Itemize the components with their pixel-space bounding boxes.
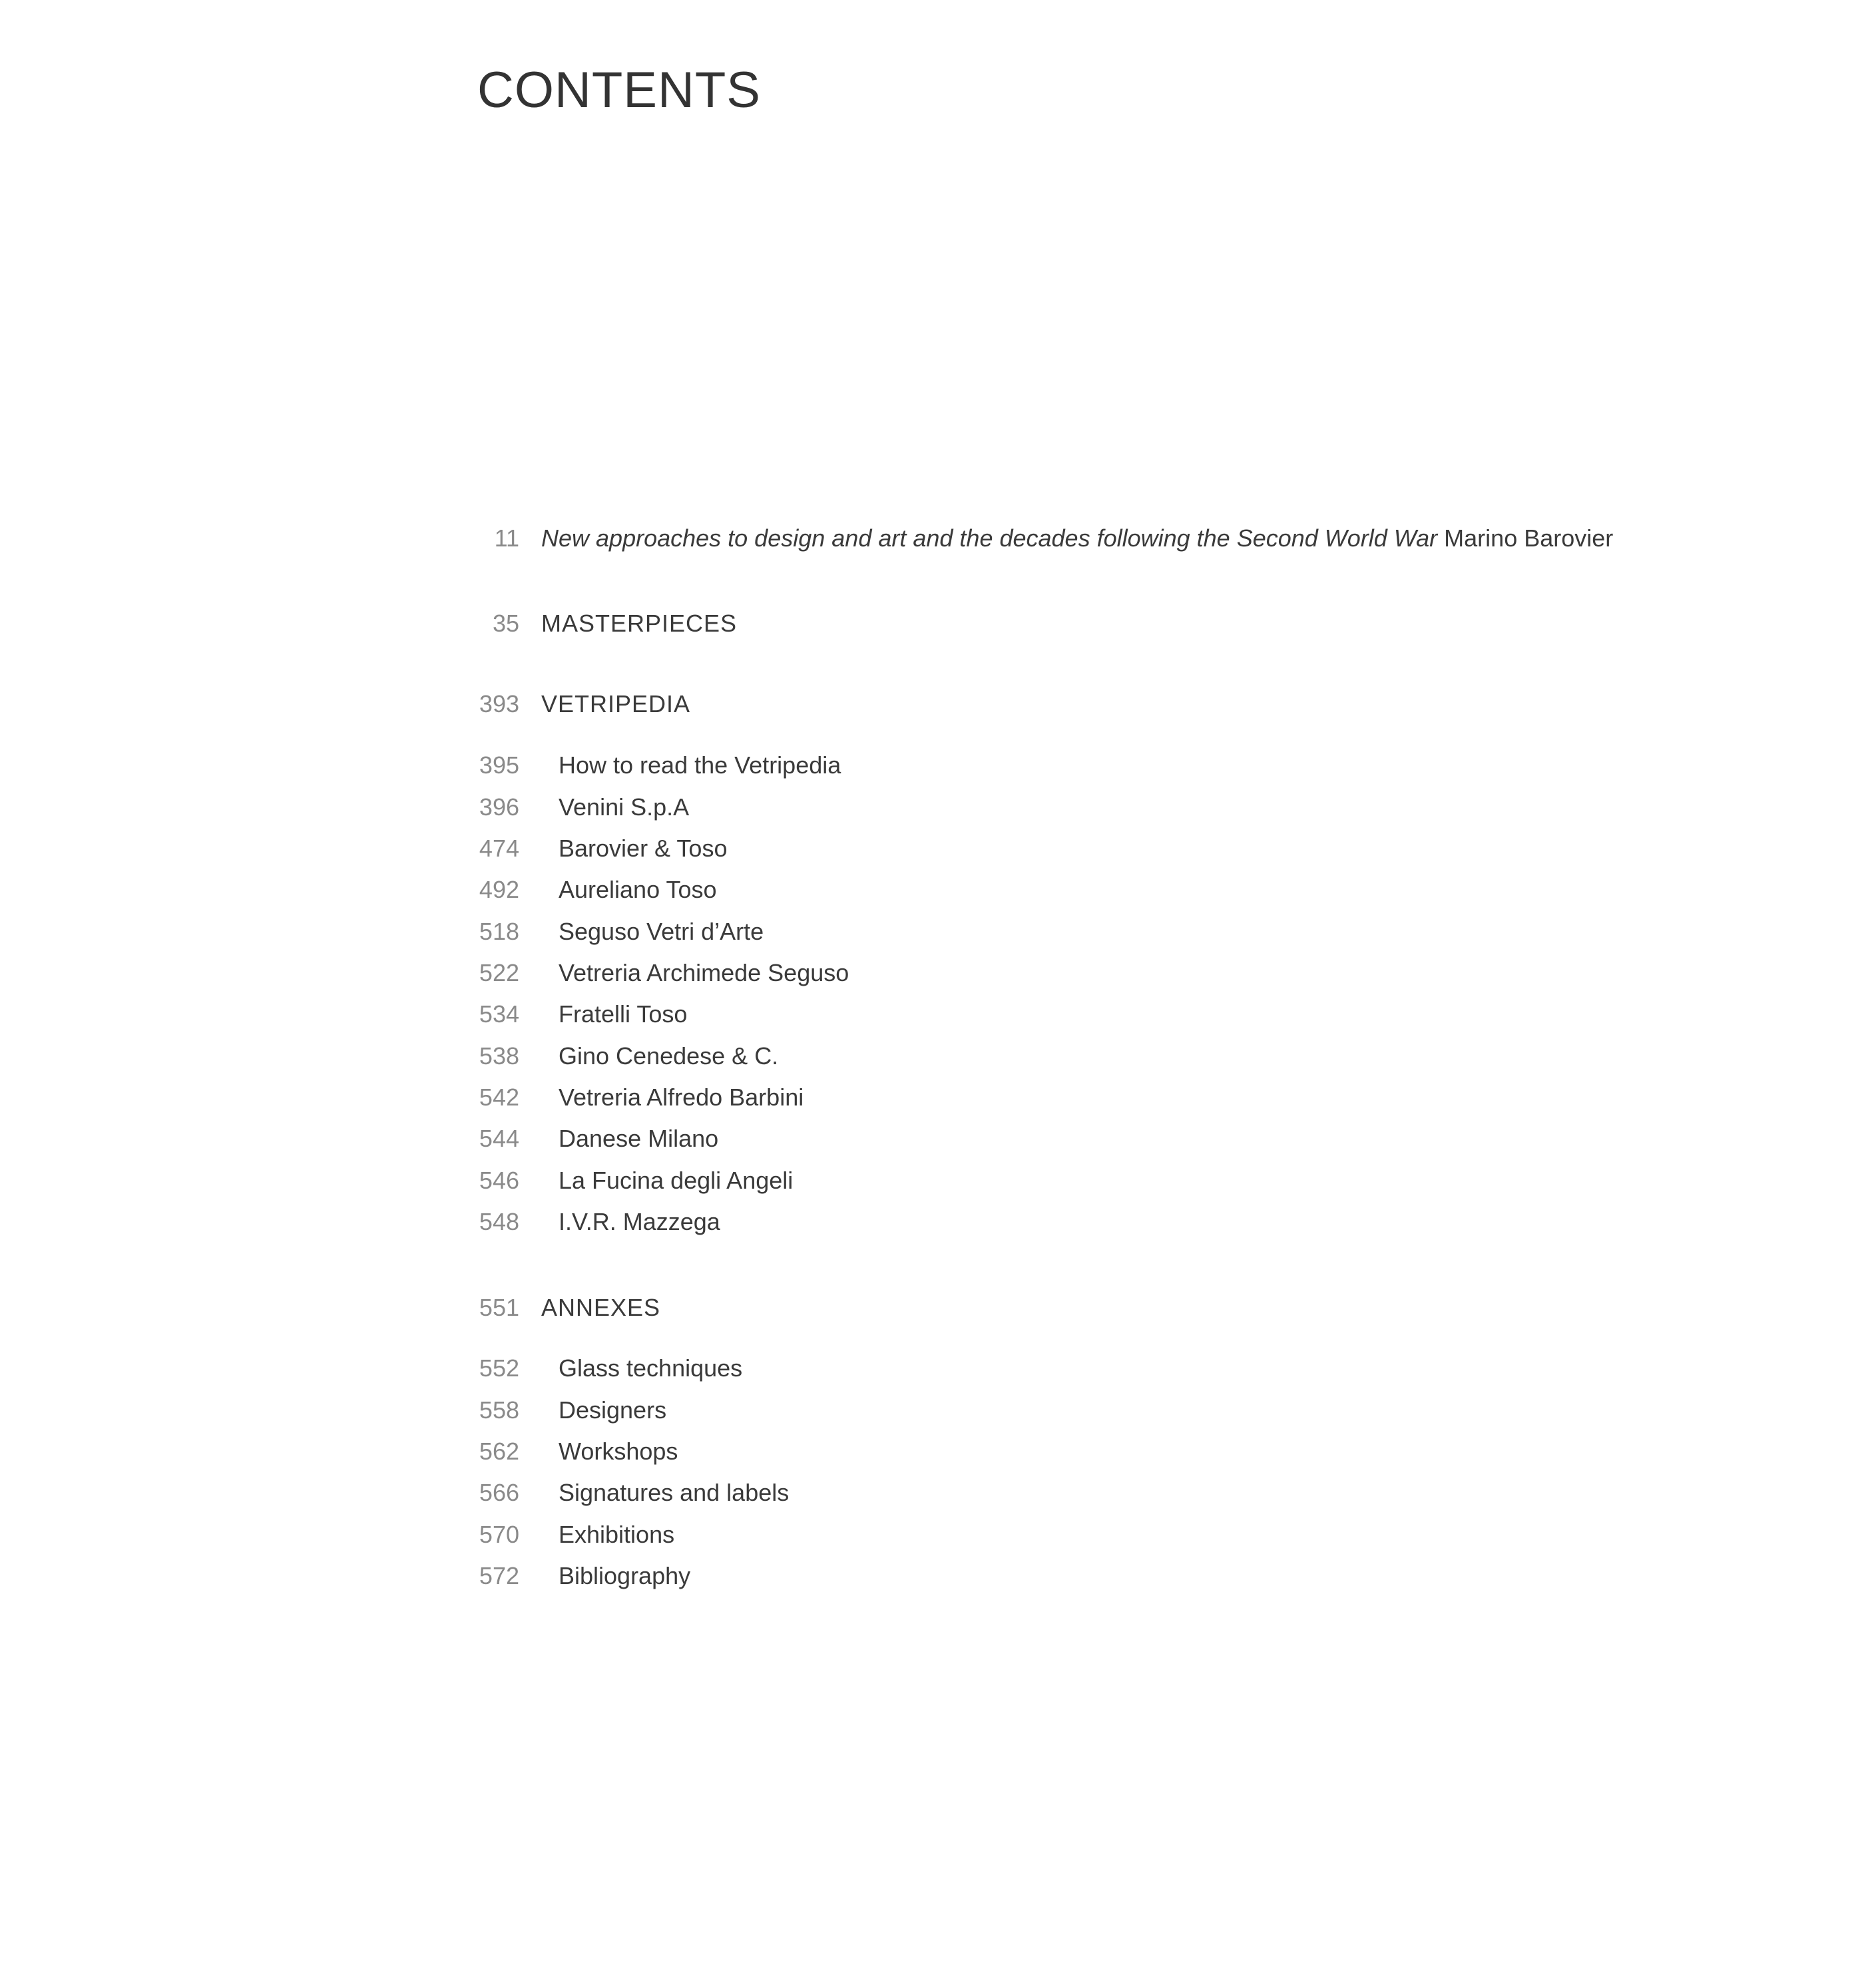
toc-entry[interactable] [0,994,1864,1035]
entry-label: Aureliano Toso [559,876,717,903]
page-number: 534 [479,1000,519,1028]
page-number: 542 [479,1084,519,1111]
page-number: 492 [479,876,519,903]
page-number: 546 [479,1167,519,1194]
toc-entry[interactable] [0,787,1864,828]
page-number: 548 [479,1208,519,1235]
entry-label: La Fucina degli Angeli [559,1167,794,1194]
section-label: VETRIPEDIA [541,690,691,717]
page-number: 395 [479,751,519,779]
essay-title: New approaches to design and art and the decades following the Second World War [541,524,1438,552]
entry-label: Gino Cenedese & C. [559,1042,779,1070]
page-number: 552 [479,1354,519,1382]
entry-label: Vetreria Archimede Seguso [559,959,849,986]
page-number: 558 [479,1396,519,1424]
page-number: 522 [479,959,519,986]
entry-label: Danese Milano [559,1125,719,1152]
section-label: ANNEXES [541,1294,661,1321]
page-number: 570 [479,1521,519,1548]
toc-entry[interactable] [0,1514,1864,1555]
entry-label: Fratelli Toso [559,1000,688,1028]
entry-label: How to read the Vetripedia [559,751,841,779]
toc-section-vetripedia[interactable] [0,684,1864,725]
toc-entry[interactable] [0,869,1864,910]
toc-entry[interactable] [0,1431,1864,1472]
section-label: MASTERPIECES [541,610,738,637]
toc-entry[interactable] [0,828,1864,869]
entry-label: Glass techniques [559,1354,743,1382]
toc-entry[interactable] [0,1201,1864,1243]
toc-entry-essay[interactable] [0,518,1864,559]
essay-author: Marino Barovier [1444,524,1614,552]
entry-label: Bibliography [559,1562,691,1589]
toc-entry[interactable] [0,1555,1864,1597]
page-number: 35 [492,610,519,637]
entry-label: Seguso Vetri d’Arte [559,918,764,945]
entry-label: Workshops [559,1438,678,1465]
page-title: CONTENTS [477,62,761,118]
page-number: 551 [479,1294,519,1321]
toc-entry[interactable] [0,1472,1864,1513]
entry-label: I.V.R. Mazzega [559,1208,720,1235]
page-number: 566 [479,1479,519,1506]
toc-section-annexes[interactable] [0,1287,1864,1328]
entry-label: Venini S.p.A [559,793,690,821]
entry-label: Barovier & Toso [559,835,728,862]
entry-label: Exhibitions [559,1521,675,1548]
toc-entry[interactable] [0,1036,1864,1077]
toc-section-masterpieces[interactable] [0,603,1864,644]
page-number: 11 [494,524,519,552]
toc-entry[interactable] [0,1348,1864,1389]
toc-entry[interactable] [0,952,1864,994]
page-number: 396 [479,793,519,821]
toc-entry[interactable] [0,1118,1864,1159]
page-number: 393 [479,690,519,717]
page-number: 544 [479,1125,519,1152]
entry-label: Signatures and labels [559,1479,790,1506]
page-number: 538 [479,1042,519,1070]
toc-entry[interactable] [0,1390,1864,1431]
page-number: 562 [479,1438,519,1465]
entry-label: Designers [559,1396,667,1424]
toc-entry[interactable] [0,1077,1864,1118]
page-number: 572 [479,1562,519,1589]
page-number: 474 [479,835,519,862]
toc-entry[interactable] [0,1160,1864,1201]
toc-entry[interactable] [0,911,1864,952]
page-number: 518 [479,918,519,945]
entry-label: Vetreria Alfredo Barbini [559,1084,804,1111]
entry-label [541,518,1613,559]
toc-entry[interactable] [0,745,1864,786]
